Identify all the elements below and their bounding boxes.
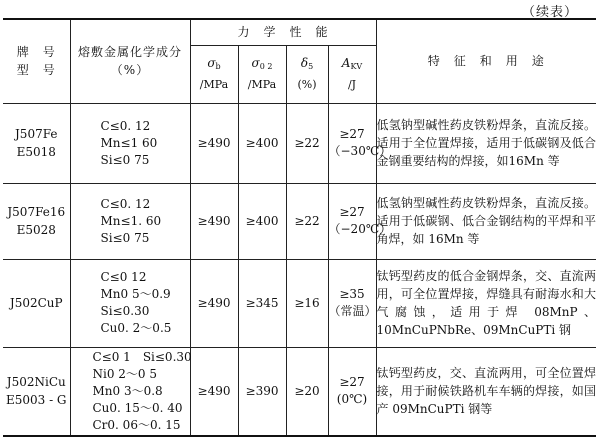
- delta5-cell: ≥22: [286, 103, 328, 183]
- mech-header: 力 学 性 能: [190, 19, 376, 45]
- akv-header: $A_{KV}$ /J: [328, 45, 376, 103]
- use-cell: 钛钙型药皮的低合金钢焊条，交、直流两用，可全位置焊接，焊缝具有耐海水和大气腐蚀，适用于焊 08MnP、10MnCuPNbRe、09MnCuPTi 钢: [376, 259, 596, 347]
- sigma-02-header: $\sigma_{0 2}$ /MPa: [238, 45, 286, 103]
- chem-header-line-1: 熔敷金属化学成分: [77, 45, 182, 60]
- akv-cell: ≥35 （常温）: [328, 259, 376, 347]
- grade-header: [3, 19, 70, 103]
- akv-cell: ≥27 （−30℃）: [328, 103, 376, 183]
- chem-header-line-2: （%）: [110, 63, 150, 78]
- grade-header-line-1: 牌 号: [16, 45, 56, 60]
- akv-cell: ≥27 (0℃): [328, 347, 376, 436]
- use-header: 特 征 和 用 途: [376, 19, 596, 103]
- delta5-cell: ≥20: [286, 347, 328, 436]
- sigma-02-cell: ≥345: [238, 259, 286, 347]
- chem-cell: C≤0. 12 Mn≤1. 60 Si≤0 75: [70, 183, 190, 259]
- grade-header-line-2: 型 号: [16, 63, 56, 78]
- sigma-02-cell: ≥400: [238, 183, 286, 259]
- use-cell: 低氢钠型碱性药皮铁粉焊条，直流反接。适用于全位置焊接，适用于低碳钢及低合金钢重要结构的焊接，如16Mn 等: [376, 103, 596, 183]
- sigma-02-cell: ≥390: [238, 347, 286, 436]
- chem-cell: C≤0. 12 Mn≤1 60 Si≤0 75: [70, 103, 190, 183]
- continued-label: （续表）: [521, 5, 578, 20]
- use-cell: 钛钙型药皮，交、直流两用，可全位置焊接，用于耐候铁路机车车辆的焊接，如国产 09MnCuPTi 钢等: [376, 347, 596, 436]
- grade-cell: J507Fe16 E5028: [3, 183, 70, 259]
- welding-electrode-table: [3, 18, 596, 437]
- sigma-02-cell: ≥400: [238, 103, 286, 183]
- table-row: [3, 259, 596, 347]
- header-row-1: [3, 19, 596, 45]
- sigma-b-cell: ≥490: [190, 347, 238, 436]
- akv-cell: ≥27 （−20℃）: [328, 183, 376, 259]
- chem-cell: C≤0 1 Si≤0.30 Ni0 2～0 5 Mn0 3～0.8 Cu0. 15～0. 40 Cr0. 06～0. 15: [70, 347, 190, 436]
- table-row: [3, 103, 596, 183]
- chem-header: [70, 19, 190, 103]
- table-row: [3, 183, 596, 259]
- delta5-header: $\delta_5$ (%): [286, 45, 328, 103]
- sigma-b-cell: ≥490: [190, 103, 238, 183]
- table-row: [3, 347, 596, 436]
- delta5-cell: ≥22: [286, 183, 328, 259]
- chem-cell: C≤0 12 Mn0 5～0.9 Si≤0.30 Cu0. 2～0.5: [70, 259, 190, 347]
- sigma-b-cell: ≥490: [190, 183, 238, 259]
- sigma-b-cell: ≥490: [190, 259, 238, 347]
- grade-cell: J502NiCu E5003 - G: [3, 347, 70, 436]
- delta5-cell: ≥16: [286, 259, 328, 347]
- use-cell: 低氢钠型碱性药皮铁粉焊条，直流反接。适用于低碳钢、低合金钢结构的平焊和平角焊，如 16Mn 等: [376, 183, 596, 259]
- grade-cell: J502CuP: [3, 259, 70, 347]
- grade-cell: J507Fe E5018: [3, 103, 70, 183]
- sigma-b-header: $\sigma_b$ /MPa: [190, 45, 238, 103]
